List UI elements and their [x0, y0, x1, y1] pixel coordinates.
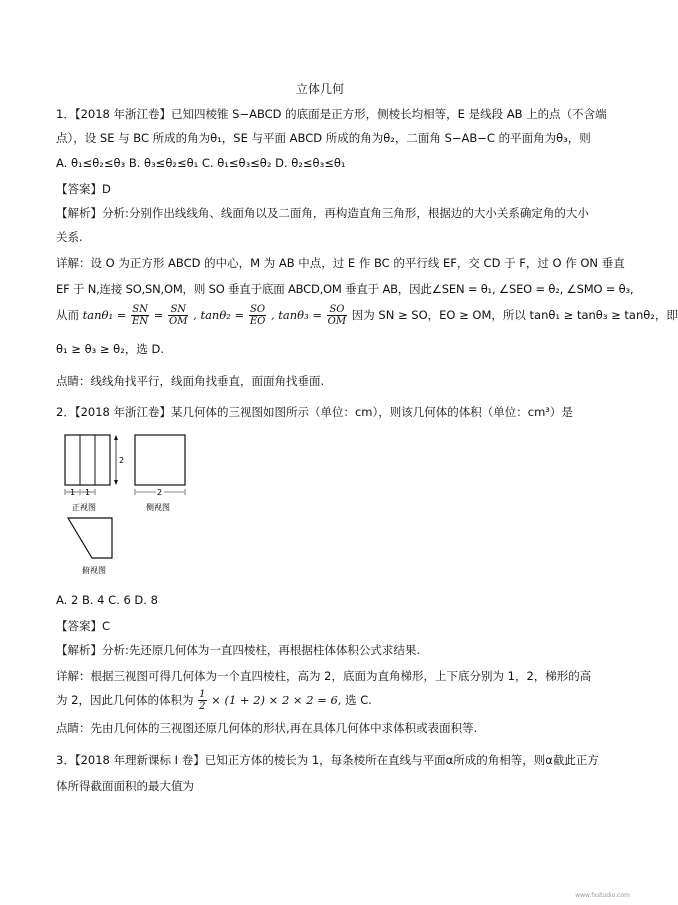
q2-remark: 点睛：先由几何体的三视图还原几何体的形状,再在具体几何体中求体积或表面积等.: [56, 721, 478, 735]
dim-side-width-label: 2: [157, 488, 163, 497]
watermark: www.fxstudio.com: [575, 892, 630, 899]
q1-detail-line2: EF 于 N,连接 SO,SN,OM，则 SO 垂直于底面 ABCD,OM 垂直于 AB，因此∠SEN = θ₁, ∠SEO = θ₂, ∠SMO = θ₃,: [56, 282, 634, 296]
front-view: [65, 435, 110, 485]
dim-1a-label: 1: [70, 488, 76, 497]
fraction-sn-en: $\frac{SN}{EN}$: [132, 304, 149, 327]
fraction-one-half: $\frac{1}{2}$: [199, 689, 206, 712]
q3-stem-line1: 3．【2018 年理新课标 I 卷】已知正方体的棱长为 1，每条棱所在直线与平面α所成的角相等，则α截此正方: [56, 753, 599, 767]
side-view-label: 侧视图: [146, 503, 170, 512]
q2-detail-line2: [56, 686, 372, 714]
q1-detail-line1: 详解：设 O 为正方形 ABCD 的中心，M 为 AB 中点，过 E 作 BC 的平行线 EF，交 CD 于 F，过 O 作 ON 垂直: [56, 256, 625, 270]
fraction-sn-om: $\frac{SN}{OM}$: [169, 304, 188, 327]
q2-volume-formula: × (1 + 2) × 2 × 2 = 6,: [211, 693, 342, 707]
q2-options: A. 2 B. 4 C. 6 D. 8: [56, 593, 158, 607]
q2-stem-line1: 2．【2018 年浙江卷】某几何体的三视图如图所示（单位：cm），则该几何体的体积（单位：cm³）是: [56, 405, 573, 419]
q2-detail-line1: 详解：根据三视图可得几何体为一个直四棱柱，高为 2，底面为直角梯形，上下底分别为 1，2，梯形的高: [56, 669, 592, 683]
q1-formula-tail: 因为 SN ≥ SO，EO ≥ OM，所以 tanθ₁ ≥ tanθ₃ ≥ tanθ₂，即: [351, 308, 678, 322]
q2-detail2-pre: 为 2，因此几何体的体积为: [56, 693, 194, 707]
three-view-figure: [60, 430, 220, 580]
dim-1b-label: 1: [85, 488, 91, 497]
top-view-label: 俯视图: [82, 566, 106, 575]
page-title: 立体几何: [295, 82, 344, 96]
q1-options: A. θ₁≤θ₂≤θ₃ B. θ₃≤θ₂≤θ₁ C. θ₁≤θ₃≤θ₂ D. θ₂≤θ₃≤θ₁: [56, 156, 346, 170]
q1-answer: 【答案】D: [56, 182, 111, 196]
q1-analysis-line1: 【解析】分析:分别作出线线角、线面角以及二面角，再构造直角三角形，根据边的大小关系确定角的大小: [56, 206, 589, 220]
q1-from-text: 从而: [56, 308, 79, 322]
front-view-label: 正视图: [72, 503, 96, 512]
q1-remark: 点睛：线线角找平行，线面角找垂直，面面角找垂面.: [56, 374, 325, 388]
width-dimensions: [65, 488, 95, 497]
q1-analysis-line2: 关系.: [56, 230, 83, 244]
height-dimension: [114, 435, 124, 485]
tan-theta1: tanθ₁ =: [82, 308, 127, 322]
q1-formula-line: 从而 tanθ₁ = $\frac{SN}{EN}$ = $\frac{SN}{OM}$ , tanθ₂ = $\frac{SO}{EO}$ , tanθ₃ = $\frac{SO}{OM}$ 因为 SN ≥ SO，EO ≥ OM，所以 tanθ₁ ≥ tanθ₃ ≥ tanθ₂，即: [56, 304, 678, 327]
top-view: [68, 518, 112, 558]
q1-conclusion: θ₁ ≥ θ₃ ≥ θ₂，选 D.: [56, 342, 164, 356]
dim-height-label: 2: [119, 456, 125, 465]
fraction-so-om: $\frac{SO}{OM}$: [327, 304, 347, 327]
q3-stem-line2: 体所得截面面积的最大值为: [56, 779, 194, 793]
q1-stem-line1: 1．【2018 年浙江卷】已知四棱锥 S−ABCD 的底面是正方形，侧棱长均相等，E 是线段 AB 上的点（不含端: [56, 107, 607, 121]
q1-stem-line2: 点），设 SE 与 BC 所成的角为θ₁，SE 与平面 ABCD 所成的角为θ₂，二面角 S−AB−C 的平面角为θ₃，则: [56, 131, 591, 145]
side-view: [135, 435, 185, 497]
q2-detail2-post: 选 C.: [345, 693, 372, 707]
fraction-so-eo: $\frac{SO}{EO}$: [249, 304, 266, 327]
q2-analysis: 【解析】分析:先还原几何体为一直四棱柱，再根据柱体体积公式求结果.: [56, 643, 421, 657]
q2-answer: 【答案】C: [56, 619, 111, 633]
